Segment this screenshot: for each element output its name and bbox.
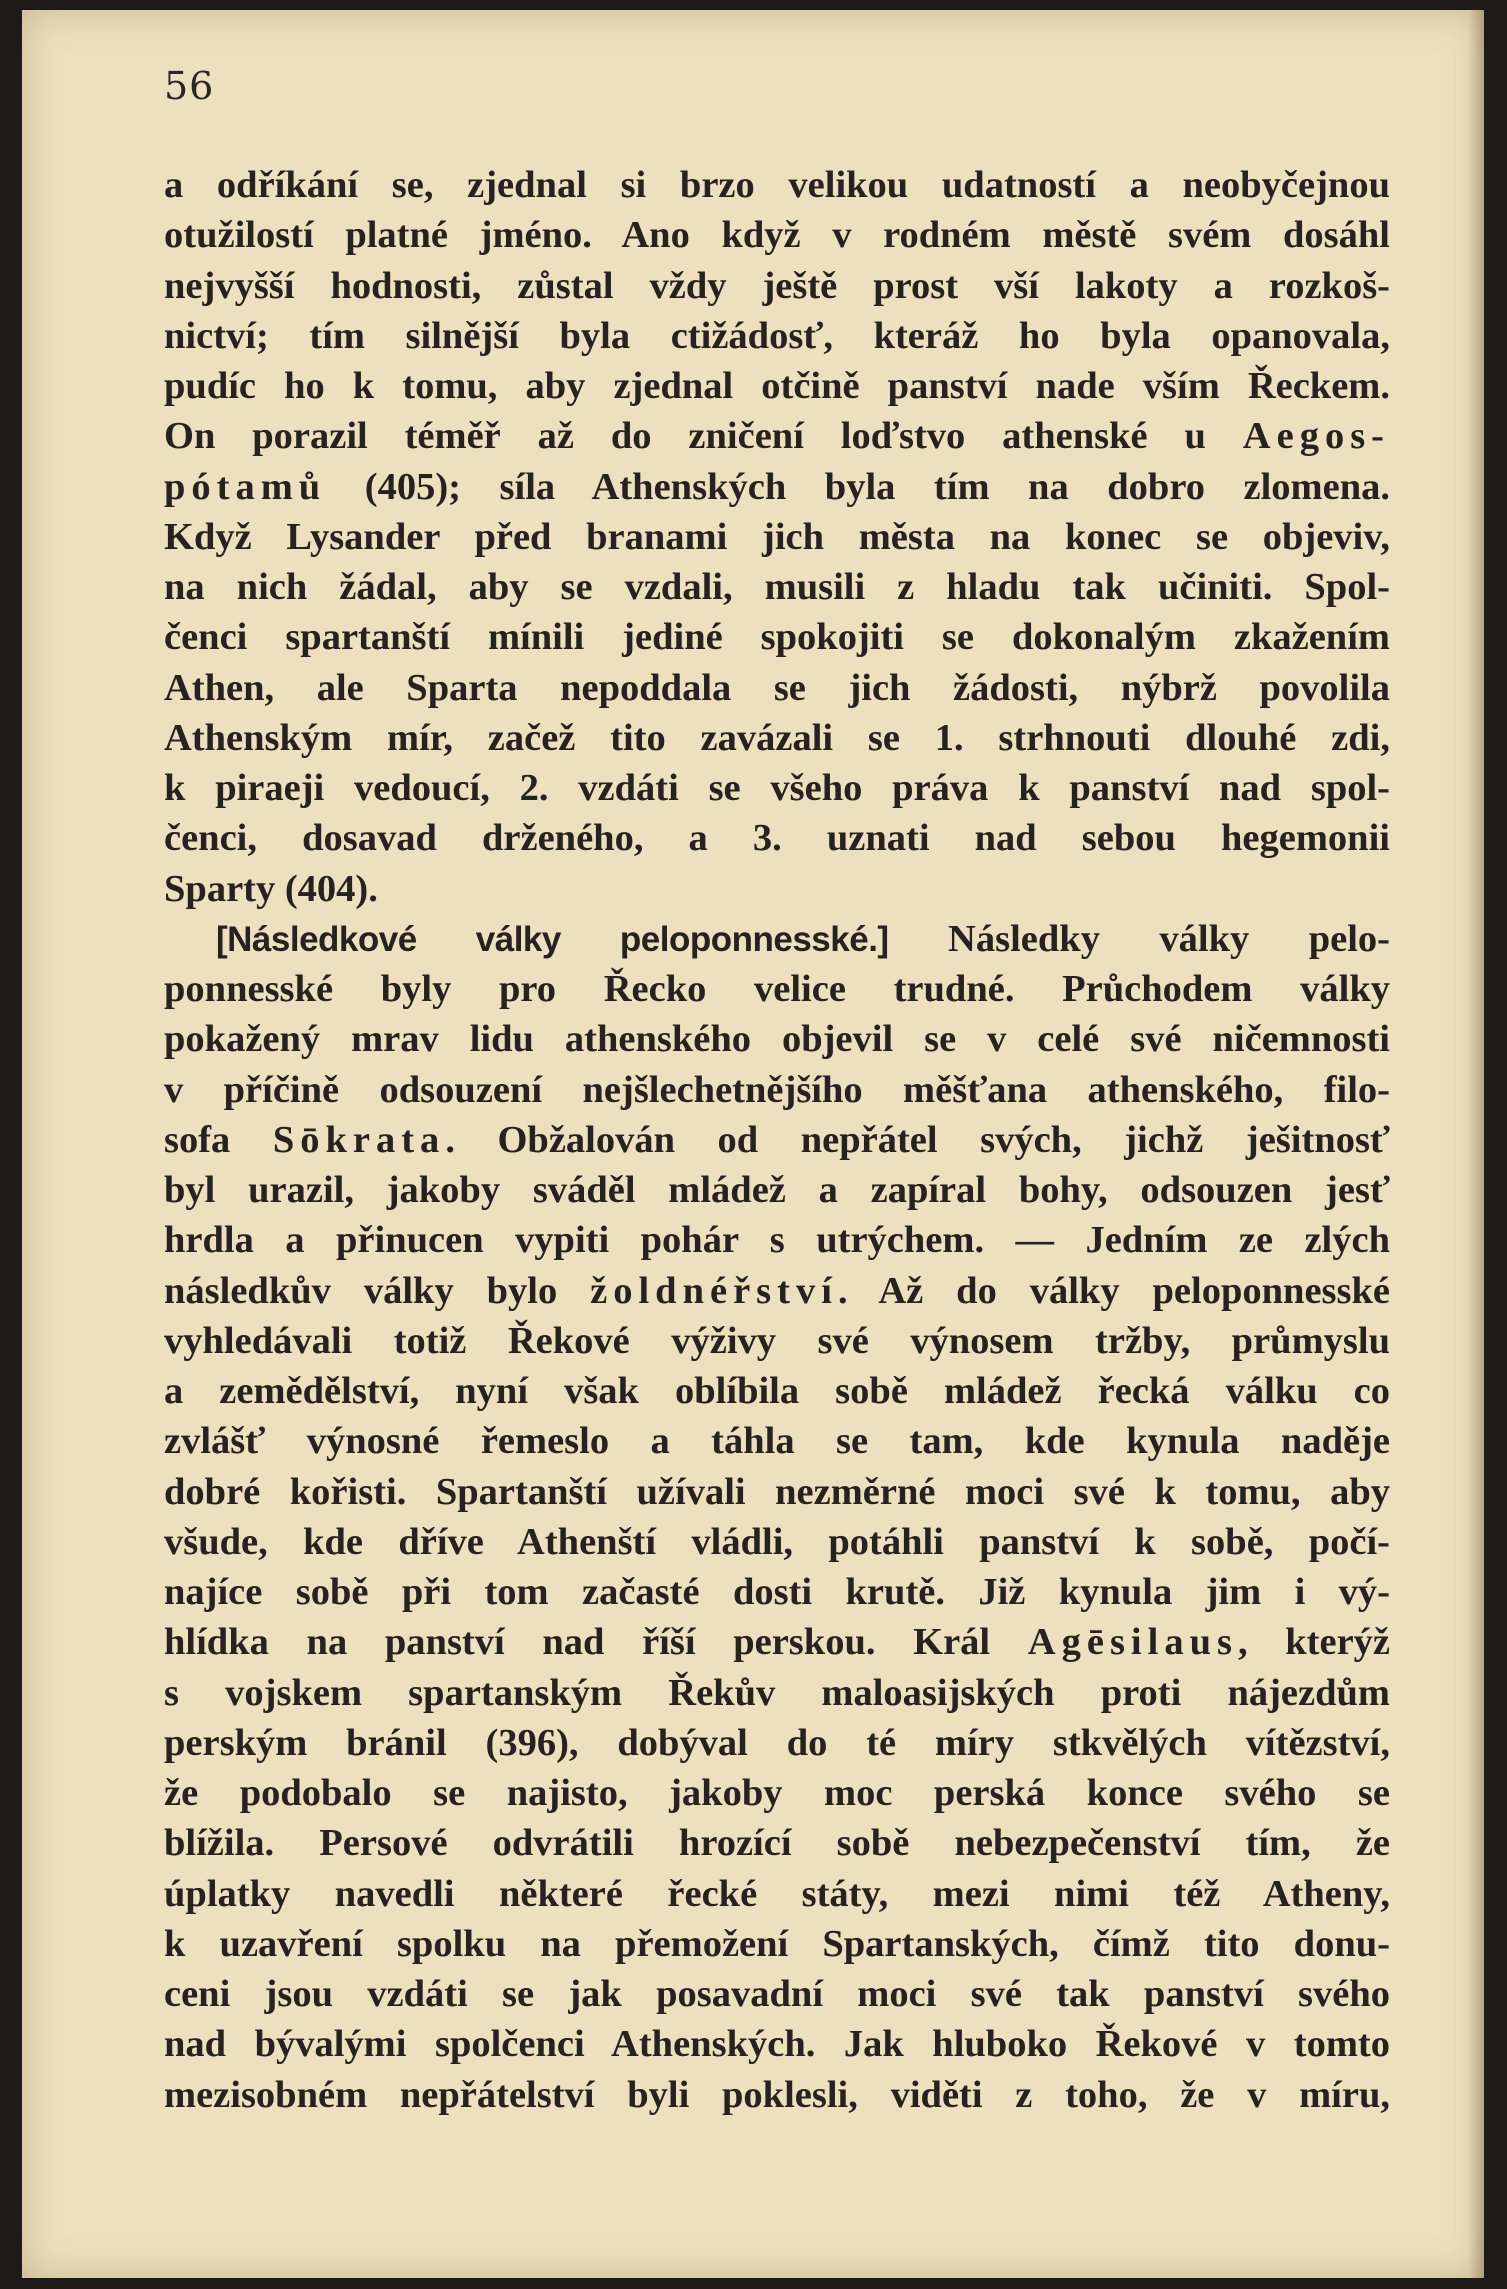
text-line: dobré kořisti. Spartanští užívali nezměrné moci své k tomu, aby xyxy=(164,1470,1390,1513)
text-line: ponnesské byly pro Řecko velice trudné. Průchodem války xyxy=(164,968,1390,1010)
text-run: Následky války pelo- xyxy=(888,917,1390,960)
text-line: ceni jsou vzdáti se jak posavadní moci své tak panství svého xyxy=(164,1973,1390,2015)
text-line: Když Lysander před branami jich města na konec se objeviv, xyxy=(164,515,1390,558)
spaced-name-aegospotamoi-cont: pótamů xyxy=(164,465,327,508)
text-line: Athen, ale Sparta nepoddala se jich žádosti, nýbrž povolila xyxy=(164,666,1390,709)
spaced-name-aegospotamoi: Aegos- xyxy=(1242,415,1390,458)
text-run: , kterýž xyxy=(1237,1621,1391,1664)
text-line: mezisobném nepřátelství byli poklesli, viděti z toho, že v míru, xyxy=(164,2073,1390,2116)
text-line: v příčině odsouzení nejšlechetnějšího měšťana athenského, filo- xyxy=(164,1068,1390,1111)
text-line: nejvyšší hodnosti, zůstal vždy ještě prost vší lakoty a rozkoš- xyxy=(164,264,1390,307)
text-line: že podobalo se najisto, jakoby moc perská konce svého se xyxy=(164,1772,1390,1814)
body-text xyxy=(164,160,1390,2120)
text-line: na nich žádal, aby se vzdali, musili z hladu tak učiniti. Spol- xyxy=(164,566,1390,608)
text-line xyxy=(164,411,1390,461)
text-run: hlídka na panství nad říší perskou. Král xyxy=(164,1621,1028,1664)
text-line: nictví; tím silnější byla ctižádosť, kteráž ho byla opanovala, xyxy=(164,314,1390,357)
text-line: k uzavření spolku na přemožení Spartanských, čímž tito donu- xyxy=(164,1922,1390,1965)
text-line xyxy=(164,1266,1390,1316)
page-edge-shadow xyxy=(1468,10,1484,2278)
text-run: . Obžalován od nepřátel svých, jichž ješitnosť xyxy=(445,1118,1390,1161)
text-run: (405); síla Athenských byla tím na dobro zlomena. xyxy=(326,465,1390,508)
text-line: a odříkání se, zjednal si brzo velikou udatností a neobyčejnou xyxy=(164,164,1390,206)
text-line: byl urazil, jakoby sváděl mládež a zapíral bohy, odsouzen jesť xyxy=(164,1169,1390,1211)
text-line: a zemědělství, nyní však oblíbila sobě mládež řecká válku co xyxy=(164,1370,1390,1412)
text-line: k piraeji vedoucí, 2. vzdáti se všeho práva k panství nad spol- xyxy=(164,767,1390,809)
text-run: On porazil téměř až do zničení loďstvo athenské u xyxy=(164,415,1243,458)
text-line: všude, kde dříve Athenští vládli, potáhli panství k sobě, počí- xyxy=(164,1520,1390,1563)
text-line xyxy=(164,462,1390,512)
book-page xyxy=(22,10,1484,2278)
text-line: pokažený mrav lidu athenského objevil se v celé své ničemnosti xyxy=(164,1018,1390,1061)
text-line: čenci, dosavad drženého, a 3. uznati nad sebou hegemonii xyxy=(164,817,1390,860)
text-line: Athenským mír, začež tito zavázali se 1. strhnouti dlouhé zdi, xyxy=(164,716,1390,759)
text-line: otužilostí platné jméno. Ano když v rodném městě svém dosáhl xyxy=(164,214,1390,257)
text-run: . Až do války peloponnesské xyxy=(837,1269,1390,1312)
spaced-name-sokrates: Sōkrata xyxy=(272,1118,446,1161)
text-line: úplatky navedli některé řecké státy, mezi nimi též Atheny, xyxy=(164,1872,1390,1915)
text-line: hrdla a přinucen vypiti pohár s utrýchem. — Jedním ze zlých xyxy=(164,1219,1390,1262)
text-line: nad bývalými spolčenci Athenských. Jak hluboko Řekové v tomto xyxy=(164,2023,1390,2066)
text-line: vyhledávali totiž Řekové výživy své výnosem tržby, průmyslu xyxy=(164,1319,1390,1362)
text-line: zvlášť výnosné řemeslo a táhla se tam, kde kynula naděje xyxy=(164,1420,1390,1463)
text-run: následkův války bylo xyxy=(164,1269,591,1312)
text-line: s vojskem spartanským Řekův maloasijských proti nájezdům xyxy=(164,1671,1390,1714)
section-heading-line xyxy=(164,914,1390,964)
text-line xyxy=(164,1115,1390,1165)
text-line: perským bránil (396), dobýval do té míry stkvělých vítězství, xyxy=(164,1721,1390,1764)
text-line: blížila. Persové odvrátili hrozící sobě nebezpečenství tím, že xyxy=(164,1822,1390,1865)
text-line: čenci spartanští mínili jediné spokojiti se dokonalým zkažením xyxy=(164,616,1390,659)
page-number: 56 xyxy=(164,64,215,108)
spaced-term-zoldnerstvi: žoldnéřství xyxy=(590,1269,838,1312)
text-line: Sparty (404). xyxy=(164,867,378,910)
text-line: najíce sobě při tom začasté dosti krutě. Již kynula jim i vý- xyxy=(164,1571,1390,1613)
text-line: pudíc ho k tomu, aby zjednal otčině panství nade vším Řeckem. xyxy=(164,365,1390,407)
text-line xyxy=(164,1617,1390,1667)
text-run: sofa xyxy=(164,1118,273,1161)
section-heading: [Následkové války peloponnesské.] xyxy=(216,919,889,959)
spaced-name-agesilaus: Agēsilaus xyxy=(1027,1621,1238,1664)
